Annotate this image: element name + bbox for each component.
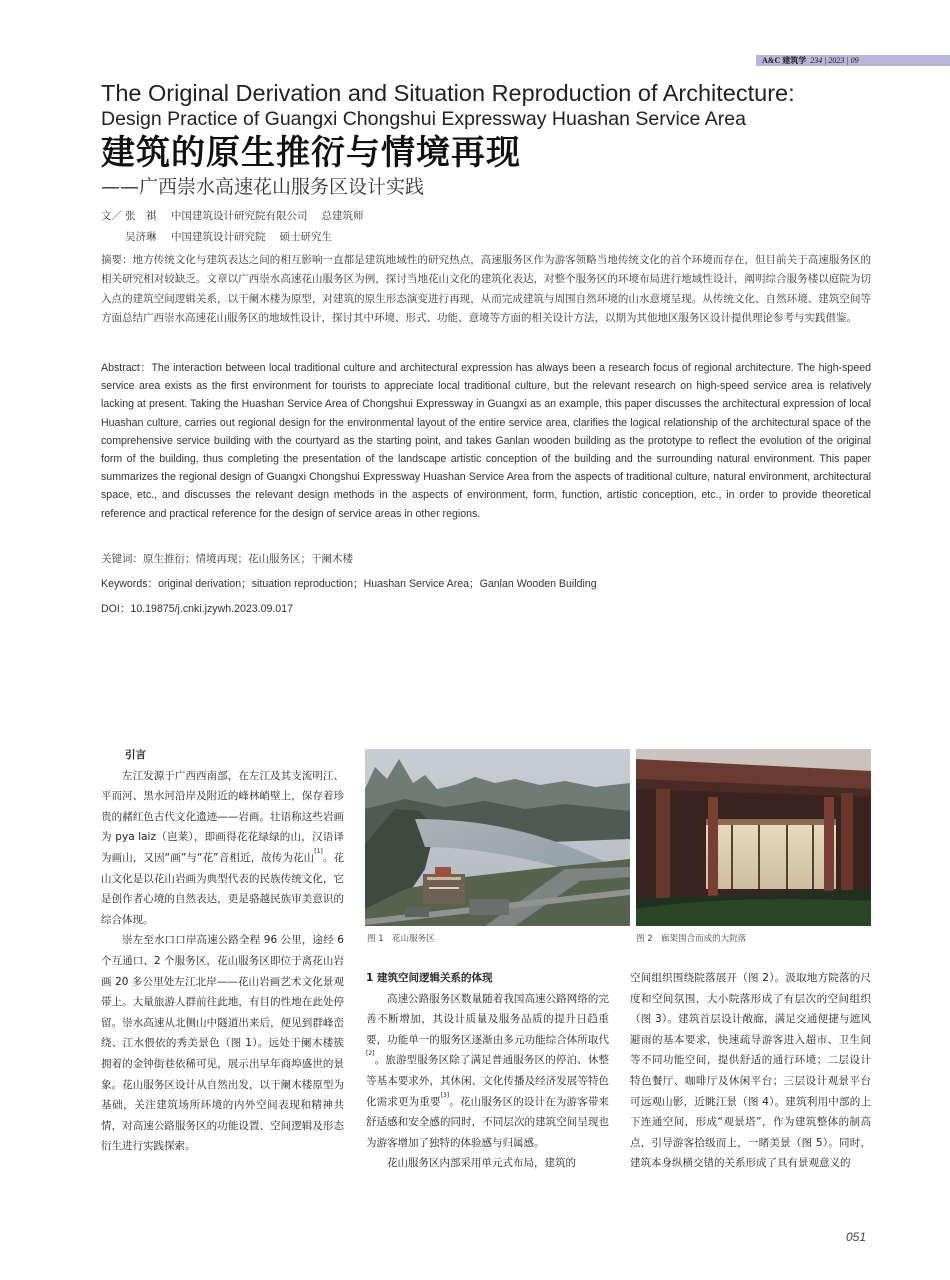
page-number: 051 [846, 1230, 867, 1244]
author-name: 张 祺 [125, 210, 157, 222]
citation-ref: [1] [314, 847, 323, 855]
figure-1-caption: 图 1 花山服务区 [367, 934, 435, 944]
paragraph [366, 989, 609, 1154]
aerial-service-area-image [365, 749, 630, 926]
english-title-line-2: Design Practice of Guangxi Chongshui Expressway Huashan Service Area [101, 108, 746, 130]
paragraph-text: 。旅游型服务区除了满足普通服务区的停泊、休整等基本要求外，其休闲、文化传播及经济发展等特色化需求更为重要 [366, 1054, 609, 1108]
paragraph-text: 高速公路服务区数量随着我国高速公路网络的完善不断增加，其设计质量及服务品质的提升日趋重要，功能单一的服务区逐渐由多元功能综合体所取代 [366, 992, 609, 1046]
author-role: 硕士研究生 [279, 231, 332, 243]
issue-number: 234 | 2023 | 09 [810, 56, 859, 65]
journal-name: A&C 建筑学 [762, 56, 807, 65]
figure-2-caption: 图 2 廊架围合而成的大院落 [636, 934, 747, 944]
author-name: 吴济琳 [125, 231, 157, 243]
courtyard-colonnade-image [636, 749, 871, 926]
author-org: 中国建筑设计研究院 [171, 231, 266, 243]
author-org: 中国建筑设计研究院有限公司 [171, 210, 308, 222]
section-heading-intro: 引言 [125, 749, 146, 761]
english-title-line-1: The Original Derivation and Situation Reproduction of Architecture: [101, 80, 795, 106]
citation-ref: [2] [366, 1050, 375, 1058]
author-role: 总建筑师 [321, 210, 364, 222]
body-column-3 [630, 968, 871, 1174]
paragraph: 崇左至水口口岸高速公路全程 96 公里，途经 6 个互通口、2 个服务区，花山服务区即位于离花山岩画 20 多公里处左江北岸——花山岩画艺术文化景观带上。大量旅游人群前往此地，有目的性地在此处停留。崇水高速从北侧山中隧道出来后，便见到群峰峦绕、江水偎依的秀美景色（图 1）。远处干阑木楼簇拥着的金钟街巷依稀可见，展示出早年商埠盛世的景象。花山服务区设计从自然出发，以干阑木楼原型为基础，关注建筑场所环境的内外空间表现和精神共情，对高速公路服务区的功能设置、空间逻辑及形态衍生进行实践探索。 [101, 934, 344, 1153]
keywords-chinese: 关键词：原生推衍；情境再现；花山服务区；干阑木楼 [101, 553, 353, 565]
paragraph: 花山服务区内部采用单元式布局，建筑的 [387, 1157, 576, 1170]
paragraph-text: 左江发源于广西西南部，在左江及其支流明江、平而河、黑水河沿岸及附近的峰林峭壁上，保存着珍贵的赭红色古代文化遗迹——岩画。壮语称这些岩画为 pya laiz（岜莱），即画得花花绿绿的山，汉语译为画山，又因“画”与“花”音相近，故传为花山 [101, 769, 344, 864]
paragraph-text: 。花山服务区的设计在为游客带来舒适感和安全感的同时，不同层次的建筑空间呈现也为游客增加了独特的体验感与归属感。 [366, 1095, 610, 1149]
body-column-2 [366, 968, 609, 1174]
author-prefix: 文／ [101, 210, 122, 222]
abstract-chinese: 摘要：地方传统文化与建筑表达之间的相互影响一直都是建筑地域性的研究热点，高速服务区作为游客领略当地传统文化的首个环境而存在，但目前关于高速服务区的相关研究相对较缺乏。文章以广西崇水高速花山服务区为例，探讨当地花山文化的建筑化表达，对整个服务区的环境布局进行地域性设计，阐明综合服务楼以庭院为切入点的建筑空间逻辑关系，以干阑木楼为原型，对建筑的原生形态演变进行再现，从而完成建筑与周围自然环境的山水意境呈现。从传统文化、自然环境、建筑空间等方面总结广西崇水高速花山服务区的地域性设计，探讨其中环境、形式、功能、意境等方面的相关设计方法，以期为其他地区服务区设计提供理论参考与实践借鉴。 [101, 254, 871, 325]
paragraph [101, 766, 344, 931]
citation-ref: [3] [440, 1091, 450, 1099]
keywords-english: Keywords：original derivation；situation reproduction；Huashan Service Area；Ganlan Wooden Building [101, 578, 597, 590]
paragraph: 空间组织围绕院落展开（图 2）。汲取地方院落的尺度和空间氛围，大小院落形成了有层次的空间组织（图 3）。建筑首层设计敞廊，满足交通便捷与遮风避雨的基本要求，快速疏导游客进入超市、卫生间等不同功能空间，提供舒适的通行环境；二层设计特色餐厅、咖啡厅及休闲平台；三层设计观景平台可远观山影，近眺江景（图 4）。建筑利用中部的上下连通空间，形成“观景塔”，作为建筑整体的制高点，引导游客拾级而上，一睹美景（图 5）。同时，建筑本身纵横交错的关系形成了具有景观意义的 [630, 972, 871, 1170]
running-header [762, 55, 859, 66]
figure-2-photo [636, 749, 871, 926]
doi: DOI：10.19875/j.cnki.jzywh.2023.09.017 [101, 603, 293, 615]
section-heading-1: 1 建筑空间逻辑关系的体现 [366, 972, 493, 984]
author-line-1 [101, 208, 364, 224]
chinese-title: 建筑的原生推衍与情境再现 [101, 133, 521, 173]
abstract-english: Abstract：The interaction between local traditional culture and architectural expression has always been a research focus of regional architecture. The high-speed service area exists as the first environment for tourists to appreciate local traditional culture, but the relevant research on high-speed service area is relatively lacking at present. Taking the Huashan Service Area of Chongshui Expressway in Guangxi as an example, this paper discusses the architectural expression of local Huashan culture, carries out regional design for the environmental layout of the entire service area, clarifies the logical relationship of the architectural space of the comprehensive service building with the courtyard as the starting point, and takes Ganlan wooden building as the prototype to reflect the evolution of the original form of the building, thus completing the presentation of the landscape artistic conception of the building and the surrounding natural environment. This paper summarizes the regional design of Guangxi Chongshui Expressway Huashan Service Area from the aspects of traditional culture, natural environment, architectural space, etc., and discusses the relevant design methods in the aspects of environment, form, function, artistic conception, etc., in order to provide theoretical reference and practical reference for the design of service areas in other regions. [101, 362, 871, 520]
chinese-subtitle: ——广西崇水高速花山服务区设计实践 [101, 176, 425, 198]
author-line-2 [101, 229, 332, 245]
body-column-1 [101, 745, 344, 1157]
figure-1-photo [365, 749, 630, 926]
paragraph-text: 。花山文化是以花山岩画为典型代表的民族传统文化，它是创作者心境的自然表达，更是骆越民族审美意识的综合体现。 [101, 851, 344, 926]
